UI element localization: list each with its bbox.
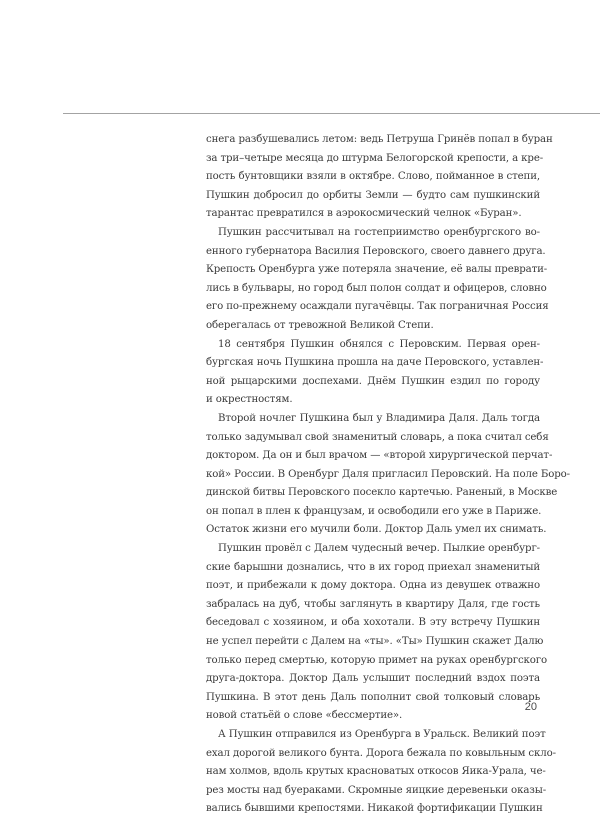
text-line: Второй ночлег Пушкина был у Владимира Даля. Даль тогда — [218, 412, 540, 424]
text-line: только задумывал свой знаменитый словарь, а пока считал себя — [206, 431, 549, 443]
text-line: нам холмов, вдоль крутых красноватых откосов Яика-Урала, че- — [206, 766, 546, 778]
text-line: пость бунтовщики взяли в октябре. Слово, пойманное в степи, — [206, 171, 540, 183]
text-line: вались бывшими крепостями. Никакой фортификации Пушкин — [206, 803, 543, 815]
text-line: Пушкин рассчитывал на гостеприимство оренбургского во- — [218, 226, 540, 238]
text-line: оберегалась от тревожной Великой Степи. — [206, 319, 434, 331]
paragraph — [206, 410, 570, 540]
paragraph — [206, 726, 556, 819]
body-text — [206, 131, 570, 819]
paragraph — [206, 131, 553, 224]
paragraph — [206, 540, 548, 726]
text-line: поэт, и прибежали к дому доктора. Одна из девушек отважно — [206, 580, 540, 592]
text-line: кой» России. В Оренбург Даля пригласил Перовский. На поле Боро- — [206, 468, 570, 480]
header-rule — [63, 113, 600, 114]
text-line: А Пушкин отправился из Оренбурга в Уральск. Великий поэт — [218, 729, 546, 740]
text-line: доктором. Да он и был врачом — «второй хирургической перчат- — [206, 450, 553, 462]
text-line: Крепость Оренбурга уже потеряла значение, её валы преврати- — [206, 264, 548, 276]
text-line: за три–четыре месяца до штурма Белогорской крепости, а кре- — [206, 152, 544, 164]
text-line: Остаток жизни его мучили боли. Доктор Даль умел их снимать. — [206, 524, 547, 536]
text-line: Пушкина. В этот день Даль пополнит свой толковый словарь — [206, 691, 540, 703]
text-line: только перед смертью, которую примет на руках оренбургского — [206, 654, 548, 666]
text-line: енного губернатора Василия Перовского, своего давнего друга. — [206, 245, 546, 257]
text-line: Пушкин добросил до орбиты Земли — будто сам пушкинский — [206, 189, 540, 201]
text-line: ехал дорогой великого бунта. Дорога бежала по ковыльным скло- — [206, 747, 556, 759]
text-line: его по-прежнему осаждали пугачёвцы. Так пограничная Россия — [206, 301, 549, 313]
text-line: не успел перейти с Далем на «ты». «Ты» Пушкин скажет Далю — [206, 636, 544, 648]
text-line: лись в бульвары, но город был полон солдат и офицеров, словно — [206, 282, 547, 294]
text-line: он попал в плен к французам, и освободили его уже в Париже. — [206, 505, 542, 517]
page-number: 20 — [524, 701, 537, 713]
text-line: и окрестностям. — [206, 394, 293, 406]
text-line: снега разбушевались летом: ведь Петруша Гринёв попал в буран — [206, 134, 553, 145]
text-line: рез мосты над буераками. Скромные яицкие деревеньки оказы- — [206, 784, 547, 796]
text-line: друга-доктора. Доктор Даль услышит последний вздох поэта — [206, 673, 540, 685]
text-line: бургская ночь Пушкина прошла на даче Перовского, уставлен- — [206, 357, 544, 369]
text-line: новой статьёй о слове «бессмертие». — [206, 710, 403, 722]
text-line: 18 сентября Пушкин обнялся с Перовским. Первая орен- — [218, 338, 540, 350]
text-line: тарантас превратился в аэрокосмический челнок «Буран». — [206, 208, 522, 220]
text-line: забралась на дуб, чтобы заглянуть в квартиру Даля, где гость — [206, 598, 540, 610]
text-line: беседовал с хозяином, и оба хохотали. В эту встречу Пушкин — [206, 617, 540, 629]
text-line: ной рыцарскими доспехами. Днём Пушкин ездил по городу — [206, 375, 540, 387]
text-line: динской битвы Перовского посекло картечью. Раненый, в Москве — [206, 487, 558, 499]
text-line: Пушкин провёл с Далем чудесный вечер. Пылкие оренбург- — [218, 543, 540, 555]
paragraph — [206, 224, 549, 336]
paragraph — [206, 336, 544, 410]
text-line: ские барышни дознались, что в их город приехал знаменитый — [206, 561, 540, 573]
